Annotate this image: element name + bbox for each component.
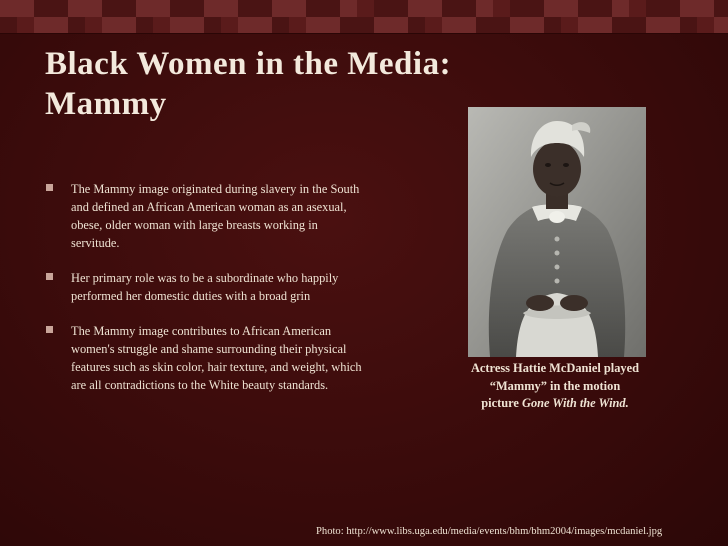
bullet-item <box>46 322 366 394</box>
caption-film-title: Gone With the Wind. <box>522 396 629 410</box>
bullet-item <box>46 180 366 252</box>
bullet-list <box>46 180 366 411</box>
bullet-text: The Mammy image originated during slavery in the South and defined an African American woman as an asexual, obese, older woman with large breasts working in servitude. <box>71 182 360 250</box>
bullet-text: The Mammy image contributes to African American women's struggle and shame surrounding their physical features such as skin color, hair texture, and weight, which are all contradictions to the White beauty standards. <box>71 324 362 392</box>
title-line-2: Mammy <box>45 86 167 122</box>
portrait-photo <box>468 107 646 357</box>
square-bullet-icon <box>46 326 53 333</box>
photo-source: Photo: http://www.libs.uga.edu/media/events/bhm/bhm2004/images/mcdaniel.jpg <box>316 526 663 537</box>
bullet-item <box>46 269 366 305</box>
title-line-1: Black Women in the Media: <box>45 46 452 82</box>
photo-caption <box>470 360 640 413</box>
square-bullet-icon <box>46 184 53 191</box>
caption-text: Actress Hattie McDaniel played “Mammy” in the motion picture <box>470 361 640 410</box>
bullet-text: Her primary role was to be a subordinate who happily performed her domestic duties with a broad grin <box>71 271 339 303</box>
square-bullet-icon <box>46 273 53 280</box>
checker-strip-decoration <box>0 0 728 34</box>
